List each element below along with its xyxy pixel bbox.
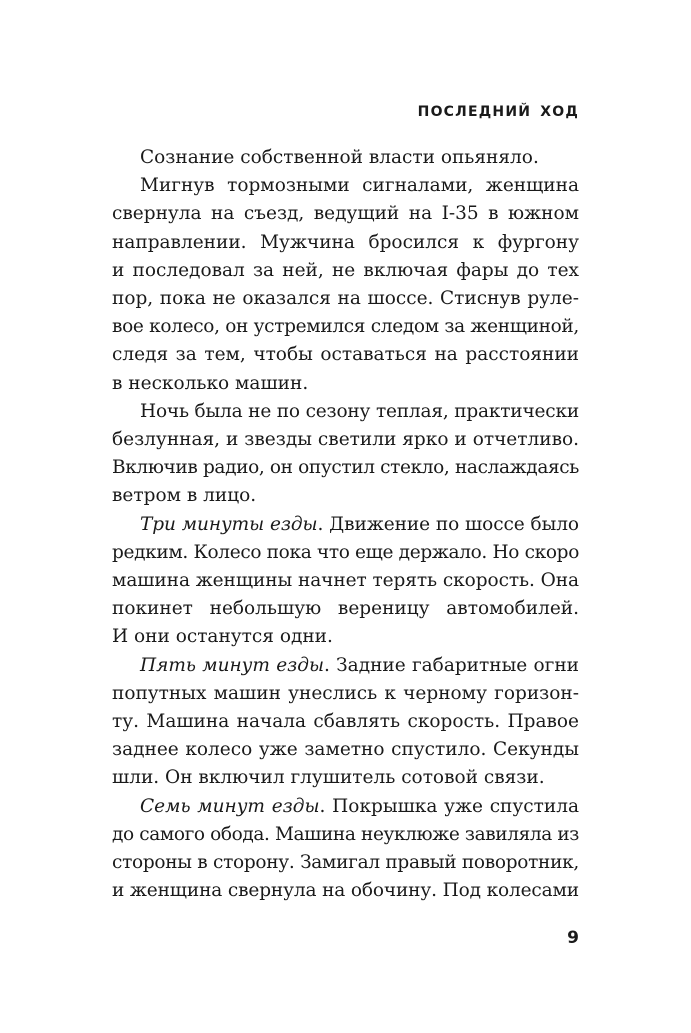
text-segment: стороны в сторону. Замигал правый поворотник,: [112, 852, 579, 874]
text-segment: и последовал за ней, не включая фары до тех: [112, 259, 579, 281]
text-segment: ту. Машина начала сбавлять скорость. Правое: [112, 711, 579, 733]
text-line: [112, 623, 579, 651]
text-line: [112, 595, 579, 623]
text-line: [112, 764, 579, 792]
text-line: [112, 426, 579, 454]
text-segment: пор, пока не оказался на шоссе. Стиснув руле-: [112, 288, 579, 310]
text-line: [112, 172, 579, 200]
text-segment: . Покрышка уже спустила: [319, 795, 579, 817]
text-segment: машина женщины начнет терять скорость. Она: [112, 570, 579, 592]
text-line: [112, 793, 579, 821]
text-segment: вое колесо, он устремился следом за женщиной,: [112, 316, 579, 338]
text-segment: безлунная, и звезды светили ярко и отчетливо.: [112, 429, 579, 451]
text-segment: покинет небольшую вереницу автомобилей.: [112, 598, 579, 620]
text-segment: до самого обода. Машина неуклюже завиляла из: [112, 823, 579, 845]
text-line: [112, 680, 579, 708]
running-head: ПОСЛЕДНИЙ ХОД: [417, 104, 579, 120]
paragraph: [112, 398, 579, 511]
text-line: [112, 257, 579, 285]
body-text: [112, 144, 579, 905]
italic-phrase: Три минуты езды: [140, 513, 318, 535]
text-segment: Сознание собственной власти опьяняло.: [140, 147, 539, 168]
paragraph: [112, 144, 579, 172]
text-segment: Ночь была не по сезону теплая, практически: [140, 400, 579, 422]
text-segment: Мигнув тормозными сигналами, женщина: [140, 175, 579, 197]
text-segment: направлении. Мужчина бросился к фургону: [112, 231, 579, 253]
text-segment: шли. Он включил глушитель сотовой связи.: [112, 767, 545, 789]
text-line: [112, 567, 579, 595]
text-segment: Включив радио, он опустил стекло, наслаждаясь: [112, 457, 579, 479]
text-segment: в несколько машин.: [112, 372, 309, 394]
text-line: [112, 821, 579, 849]
text-line: [112, 849, 579, 877]
text-segment: свернула на съезд, ведущий на I-35 в южном: [112, 203, 579, 225]
text-segment: . Движение по шоссе было: [317, 513, 580, 535]
italic-phrase: Пять минут езды: [140, 654, 325, 676]
text-line: [112, 370, 579, 398]
paragraph: [112, 511, 579, 652]
text-segment: попутных машин унеслись к черному горизон-: [112, 682, 579, 704]
text-line: [112, 200, 579, 228]
text-line: [112, 313, 579, 341]
paragraph: [112, 652, 579, 793]
text-segment: И они останутся одни.: [112, 626, 333, 648]
text-line: [112, 454, 579, 482]
text-line: [112, 144, 579, 172]
text-segment: редким. Колесо пока что еще держало. Но скоро: [112, 541, 579, 563]
text-segment: . Задние габаритные огни: [324, 654, 579, 676]
text-segment: ветром в лицо.: [112, 485, 257, 507]
text-line: [112, 482, 579, 510]
text-segment: и женщина свернула на обочину. Под колесами: [112, 880, 579, 902]
paragraph: [112, 172, 579, 398]
text-line: [112, 877, 579, 905]
text-line: [112, 652, 579, 680]
text-line: [112, 398, 579, 426]
text-segment: следя за тем, чтобы оставаться на расстоянии: [112, 344, 579, 366]
text-segment: заднее колесо уже заметно спустило. Секунды: [112, 739, 579, 761]
text-line: [112, 229, 579, 257]
text-line: [112, 708, 579, 736]
paragraph: [112, 793, 579, 906]
text-line: [112, 539, 579, 567]
text-line: [112, 285, 579, 313]
text-line: [112, 736, 579, 764]
text-line: [112, 511, 579, 539]
page-number: 9: [567, 928, 579, 948]
text-line: [112, 341, 579, 369]
italic-phrase: Семь минут езды: [140, 795, 320, 817]
